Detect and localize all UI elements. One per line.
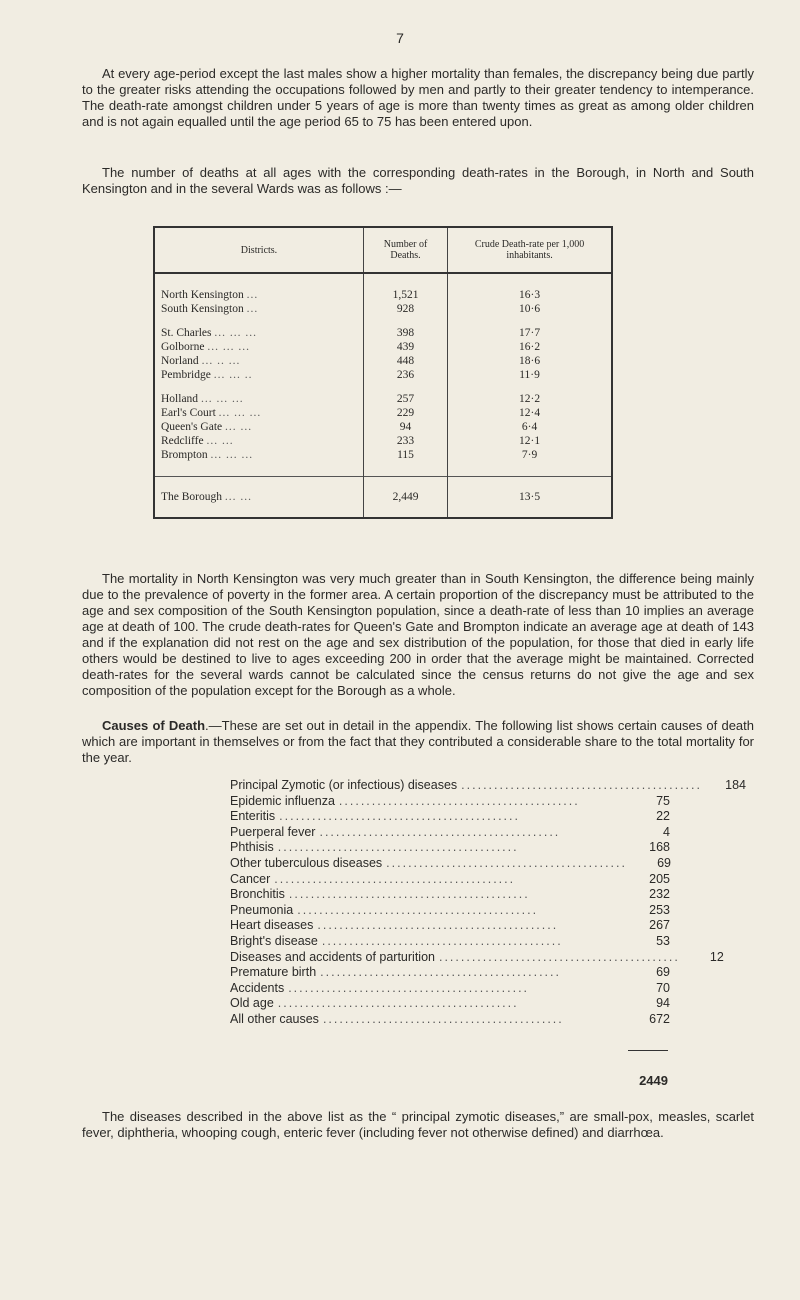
district-name: St. Charles: [161, 327, 212, 339]
cause-name: Enteritis: [230, 809, 276, 824]
deaths-value: 448: [364, 354, 448, 368]
district-name: Queen's Gate: [161, 421, 223, 433]
deaths-value: 398: [364, 326, 448, 340]
cause-name: Premature birth: [230, 965, 317, 980]
district-name: The Borough: [161, 491, 223, 503]
list-item: Bright's disease ............................................ 53: [230, 933, 670, 948]
paragraph-zymotic-definition: [82, 1109, 754, 1141]
rate-value: 16·2: [448, 340, 612, 354]
paragraph-causes-of-death: [82, 718, 754, 766]
paragraph-text: The mortality in North Kensington was very much greater than in South Kensington, the difference being mainly due to the prevalence of poverty in the former area. A certain proportion of the discrepancy must be attributed to the age and sex composition of the South Kensington population, since a death-rate of less than 10 implies an average age at death of 100. The crude death-rates for Queen's Gate and Brompton indicate an average age at death of 143 and if the explanation did not rest on the age and sex distribution of the population, for those that died in early life others would be destined to live to ages exceeding 200 in order that the average might be maintained. Corrected death-rates for the several wards cannot be calculated since the census returns do not give the age and sex composition of the population except for the Borough as a whole.: [82, 571, 754, 698]
district-name: Golborne: [161, 341, 205, 353]
cause-name: Old age: [230, 996, 274, 1011]
district-name: Pembridge: [161, 369, 211, 381]
paragraph-text: At every age-period except the last males show a higher mortality than females, the discrepancy being due partly to the greater risks attending the occupations followed by men and partly to their greater tendency to intemperance. The death-rate amongst children under 5 years of age is more than twenty times as great as among older children and is not again equalled until the age period 65 to 75 has been entered upon.: [82, 66, 754, 129]
cause-value: 253: [649, 902, 670, 917]
causes-of-death-list: [230, 778, 746, 1028]
deaths-value: 233: [364, 434, 448, 448]
paragraph-text: .—These are set out in detail in the appendix. The following list shows certain causes of death which are important in themselves or from the fact that they contributed a considerable share to the total mortality for the year.: [82, 718, 754, 765]
cause-value: 184: [725, 778, 746, 792]
rate-value: 12·1: [448, 434, 612, 448]
cause-name: Heart diseases: [230, 918, 314, 933]
paragraph-text: The diseases described in the above list as the “ principal zymotic diseases,” are small-pox, measles, scarlet fever, diphtheria, whooping cough, enteric fever (including fever not otherwise defined) and diarrhœa.: [82, 1109, 754, 1140]
deaths-by-district-table: [153, 226, 613, 519]
sum-rule: [628, 1050, 668, 1051]
cause-name: Pneumonia: [230, 902, 294, 917]
district-name: Earl's Court: [161, 407, 216, 419]
list-item: Cancer ............................................ 205: [230, 871, 670, 886]
cause-value: 205: [649, 871, 670, 886]
rate-value: 6·4: [448, 420, 612, 434]
paragraph-table-intro: [82, 165, 754, 197]
cause-name: Accidents: [230, 980, 285, 995]
cause-name: Other tuberculous diseases: [230, 855, 383, 870]
deaths-value: 928: [364, 302, 448, 316]
deaths-value: 1,521: [364, 273, 448, 302]
cause-value: 69: [656, 965, 670, 980]
paragraph-mortality-comparison: [82, 571, 754, 699]
table-row: St. Charles ... ... ... 398 17·7: [154, 326, 612, 340]
list-item: Heart diseases ............................................ 267: [230, 918, 670, 933]
table-row: South Kensington ... 928 10·6: [154, 302, 612, 316]
list-item: All other causes ............................................ 672: [230, 1011, 670, 1026]
cause-value: 4: [663, 824, 670, 839]
cause-name: Bronchitis: [230, 887, 285, 902]
cause-name: Puerperal fever: [230, 824, 316, 839]
district-name: North Kensington: [161, 289, 244, 301]
cause-value: 22: [656, 809, 670, 824]
cause-name: Diseases and accidents of parturition: [230, 949, 435, 964]
table-row: North Kensington ... 1,521 16·3: [154, 273, 612, 302]
paragraph-mortality-by-sex: [82, 66, 754, 130]
deaths-value: 115: [364, 448, 448, 477]
table-row: Norland ... .. ... 448 18·6: [154, 354, 612, 368]
list-item: Other tuberculous diseases ............................................ 69: [230, 855, 671, 870]
cause-value: 94: [656, 996, 670, 1011]
list-item: Premature birth ............................................ 69: [230, 965, 670, 980]
list-item: Bronchitis ............................................ 232: [230, 887, 670, 902]
cause-name: Principal Zymotic (or infectious) diseases: [230, 778, 458, 792]
cause-value: 267: [649, 918, 670, 933]
cause-value: 672: [649, 1011, 670, 1026]
list-item: Accidents ............................................ 70: [230, 980, 670, 995]
cause-name: Cancer: [230, 871, 271, 886]
list-item: Phthisis ............................................ 168: [230, 840, 670, 855]
deaths-value: 229: [364, 406, 448, 420]
rate-value: 10·6: [448, 302, 612, 316]
cause-name: Epidemic influenza: [230, 793, 335, 808]
district-name: Holland: [161, 393, 199, 405]
rate-value: 17·7: [448, 326, 612, 340]
cause-name: All other causes: [230, 1011, 319, 1026]
header-number-of-deaths: Number of Deaths.: [364, 227, 448, 273]
table-row: Golborne ... ... ... 439 16·2: [154, 340, 612, 354]
rate-value: 18·6: [448, 354, 612, 368]
table-row: Pembridge ... ... .. 236 11·9: [154, 368, 612, 382]
list-item: Principal Zymotic (or infectious) diseases ............................................ 184: [230, 778, 746, 792]
cause-value: 70: [656, 980, 670, 995]
list-item: Pneumonia ............................................ 253: [230, 902, 670, 917]
page-number: 7: [396, 30, 404, 46]
table-row: Queen's Gate ... ... 94 6·4: [154, 420, 612, 434]
cause-name: Phthisis: [230, 840, 274, 855]
rate-value: 12·4: [448, 406, 612, 420]
deaths-value: 236: [364, 368, 448, 382]
table-total-row: The Borough ... ... 2,449 13·5: [154, 477, 612, 519]
list-item: Diseases and accidents of parturition ............................................ 12: [230, 949, 724, 964]
cause-name: Bright's disease: [230, 933, 318, 948]
deaths-value: 439: [364, 340, 448, 354]
rate-total: 13·5: [448, 477, 612, 519]
cause-value: 12: [709, 949, 724, 964]
district-name: Redcliffe: [161, 435, 204, 447]
cause-value: 168: [649, 840, 670, 855]
list-item: Old age ............................................ 94: [230, 996, 670, 1011]
cause-value: 75: [656, 793, 670, 808]
list-item: Epidemic influenza ............................................ 75: [230, 793, 670, 808]
cause-value: 232: [649, 887, 670, 902]
deaths-value: 257: [364, 392, 448, 406]
rate-value: 11·9: [448, 368, 612, 382]
rate-value: 12·2: [448, 392, 612, 406]
section-heading: Causes of Death: [102, 718, 206, 733]
causes-total: 2449: [639, 1073, 668, 1088]
list-item: Enteritis ............................................ 22: [230, 809, 670, 824]
table-row: Holland ... ... ... 257 12·2: [154, 392, 612, 406]
table-row: Earl's Court ... ... ... 229 12·4: [154, 406, 612, 420]
list-item: Puerperal fever ............................................ 4: [230, 824, 670, 839]
header-districts: Districts.: [154, 227, 364, 273]
cause-value: 53: [656, 933, 670, 948]
deaths-total: 2,449: [364, 477, 448, 519]
table-row: Redcliffe ... ... 233 12·1: [154, 434, 612, 448]
table-row: Brompton ... ... ... 115 7·9: [154, 448, 612, 477]
deaths-value: 94: [364, 420, 448, 434]
rate-value: 7·9: [448, 448, 612, 477]
district-name: South Kensington: [161, 303, 244, 315]
rate-value: 16·3: [448, 273, 612, 302]
header-crude-death-rate: Crude Death-rate per 1,000 inhabitants.: [448, 227, 612, 273]
cause-value: 69: [657, 855, 671, 870]
district-name: Norland: [161, 355, 199, 367]
district-name: Brompton: [161, 449, 208, 461]
paragraph-text: The number of deaths at all ages with the corresponding death-rates in the Borough, in North and South Kensington and in the several Wards was as follows :—: [82, 165, 754, 196]
